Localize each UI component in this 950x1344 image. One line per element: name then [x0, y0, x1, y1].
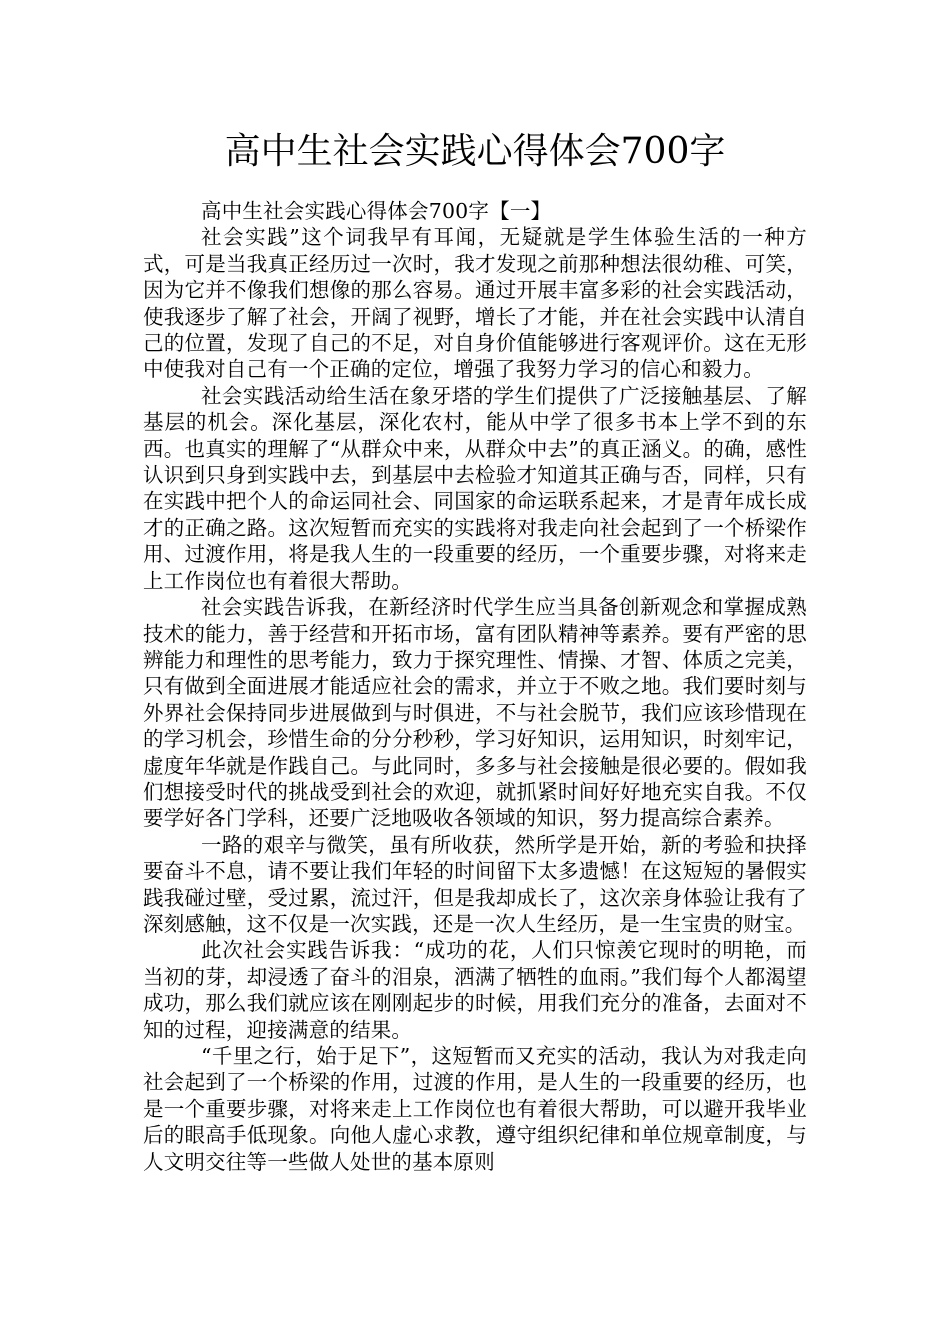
paragraph-2: 社会实践活动给生活在象牙塔的学生们提供了广泛接触基层、了解基层的机会。深化基层，深化农村，能从中学了很多书本上学不到的东西。也真实的理解了“从群众中来，从群众中去”的真正涵义。的确，感性认识到只身到实践中去，到基层中去检验才知道其正确与否，同样，只有在实践中把个人的命运同社会、同国家的命运联系起来，才是青年成长成才的正确之路。这次短暂而充实的实践将对我走向社会起到了一个桥梁作用、过渡作用，将是我人生的一段重要的经历，一个重要步骤，对将来走上工作岗位也有着很大帮助。 [143, 383, 807, 593]
paragraph-4: 一路的艰辛与微笑，虽有所收获，然所学是开始，新的考验和抉择要奋斗不息，请不要让我们年轻的时间留下太多遗憾！在这短短的暑假实践我碰过壁，受过累，流过汗，但是我却成长了，这次亲身体验让我有了深刻感触，这不仅是一次实践，还是一次人生经历，是一生宝贵的财宝。 [143, 832, 807, 936]
paragraph-3: 社会实践告诉我，在新经济时代学生应当具备创新观念和掌握成熟技术的能力，善于经营和开拓市场，富有团队精神等素养。要有严密的思辨能力和理性的思考能力，致力于探究理性、情操、才智、体质之完美，只有做到全面进展才能适应社会的需求，并立于不败之地。我们要时刻与外界社会保持同步进展做到与时俱进，不与社会脱节，我们应该珍惜现在的学习机会，珍惜生命的分分秒秒，学习好知识，运用知识，时刻牢记，虚度年华就是作践自己。与此同时，多多与社会接触是很必要的。假如我们想接受时代的挑战受到社会的欢迎，就抓紧时间好好地充实自我。不仅要学好各门学科，还要广泛地吸收各领域的知识，努力提高综合素养。 [143, 595, 807, 831]
document-body [143, 198, 807, 1175]
document-title: 高中生社会实践心得体会700字 [224, 131, 726, 172]
paragraph-6: “千里之行，始于足下”，这短暂而又充实的活动，我认为对我走向社会起到了一个桥梁的作用，过渡的作用，是人生的一段重要的经历，也是一个重要步骤，对将来走上工作岗位也有着很大帮助，可以避开我毕业后的眼高手低现象。向他人虚心求教，遵守组织纪律和单位规章制度，与人文明交往等一些做人处世的基本原则 [143, 1044, 807, 1174]
paragraph-1: 社会实践”这个词我早有耳闻，无疑就是学生体验生活的一种方式，可是当我真正经历过一次时，我才发现之前那种想法很幼稚、可笑，因为它并不像我们想像的那么容易。通过开展丰富多彩的社会实践活动，使我逐步了解了社会，开阔了视野，增长了才能，并在社会实践中认清自己的位置，发现了自己的不足，对自身价值能够进行客观评价。这在无形中使我对自己有一个正确的定位，增强了我努力学习的信心和毅力。 [143, 225, 807, 382]
section-heading: 高中生社会实践心得体会700字【一】 [201, 199, 552, 223]
paragraph-5: 此次社会实践告诉我：“成功的花，人们只惊羡它现时的明艳，而当初的芽，却浸透了奋斗的泪泉，洒满了牺牲的血雨。”我们每个人都渴望成功，那么我们就应该在刚刚起步的时候，用我们充分的准备，去面对不知的过程，迎接满意的结果。 [143, 938, 807, 1042]
